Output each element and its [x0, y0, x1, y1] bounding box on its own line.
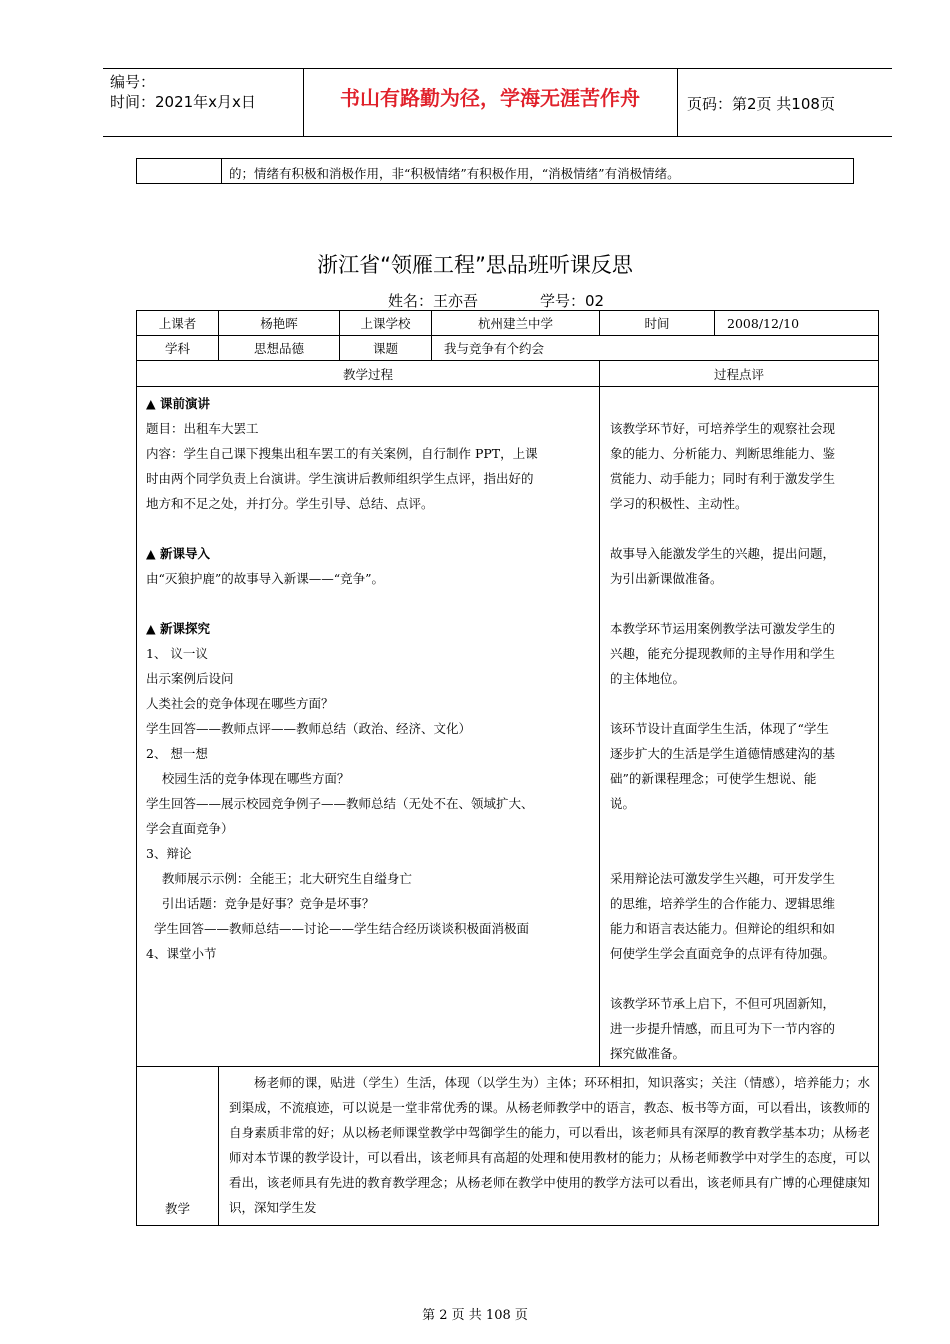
comment-line: 采用辩论法可激发学生兴趣，可开发学生	[610, 871, 836, 886]
comment-header: 过程点评	[600, 361, 879, 387]
comment-line: 说。	[610, 796, 636, 811]
process-line: 4、课堂小节	[146, 946, 217, 961]
topic-label: 课题	[340, 336, 432, 361]
comment-line: 探究做准备。	[610, 1046, 686, 1061]
process-line: 题目：出租车大罢工	[146, 421, 259, 436]
author-row	[388, 290, 604, 311]
process-line: 地方和不足之处，并打分。学生引导、总结、点评。	[146, 496, 434, 511]
reflection-paragraph: 杨老师的课，贴进（学生）生活，体现（以学生为）主体；环环相扣，知识落实；关注（情感），培养能力；水到渠成，不流痕迹，可以说是一堂非常优秀的课。从杨老师教学中的语言，教态、板书等方面，可以看出，该教师的自身素质非常的好；从以杨老师课堂教学中驾御学生的能力，可以看出，该老师具有深厚的教育教学基本功；从杨老师对本节课的教学设计，可以看出，该老师具有高超的处理和使用教材的能力；从杨老师教学中对学生的态度，可以看出，该老师具有先进的教育教学理念；从杨老师在教学中使用的教学方法可以看出，该老师具有广博的心理健康知识，深知学生发	[229, 1075, 871, 1215]
comment-cell	[600, 387, 879, 1067]
comment-line: 进一步提升情感，而且可为下一节内容的	[610, 1021, 836, 1036]
info-row	[137, 336, 879, 361]
header-bottom-rule	[103, 136, 892, 137]
process-line: 校园生活的竞争体现在哪些方面？	[146, 771, 350, 786]
header-divider	[677, 68, 678, 136]
process-line: 教师展示示例：全能王；北大研究生自缢身亡	[146, 871, 412, 886]
section-title: ▲ 课前演讲	[146, 396, 210, 411]
reflection-label-text: 教学	[164, 1201, 190, 1216]
process-line: 出示案例后设问	[146, 671, 234, 686]
comment-line: 故事导入能激发学生的兴趣，提出问题，	[610, 546, 836, 561]
header-meta	[110, 72, 256, 112]
time-value: 2008/12/10	[715, 311, 879, 336]
process-line: 由“灭狼护鹿”的故事导入新课——“竞争”。	[146, 571, 385, 586]
student-number: 学号：02	[540, 292, 605, 310]
comment-line: 本教学环节运用案例教学法可激发学生的	[610, 621, 836, 636]
comment-line: 逐步扩大的生活是学生道德情感建沟的基	[610, 746, 836, 761]
process-line: 学会直面竞争）	[146, 821, 234, 836]
process-row	[137, 387, 879, 1067]
comment-line: 能力和语言表达能力。但辩论的组织和如	[610, 921, 836, 936]
column-header-row	[137, 361, 879, 387]
process-line: 引出话题：竞争是好事？竞争是坏事？	[146, 896, 375, 911]
author-name: 姓名：王亦吾	[388, 292, 479, 310]
teacher-label: 上课者	[137, 311, 219, 336]
process-line: 1、 议一议	[146, 646, 208, 661]
page-footer: 第 2 页 共 108 页	[422, 1308, 528, 1323]
section-title: ▲ 新课导入	[146, 546, 210, 561]
continuation-label-cell	[137, 159, 222, 183]
process-line: 2、 想一想	[146, 746, 208, 761]
section-title: ▲ 新课探究	[146, 621, 210, 636]
process-line: 3、辩论	[146, 846, 192, 861]
process-line: 时由两个同学负责上台演讲。学生演讲后教师组织学生点评，指出好的	[146, 471, 534, 486]
comment-line: 础”的新课程理念；可使学生想说、能	[610, 771, 817, 786]
reflection-row	[137, 1067, 879, 1226]
comment-line: 何使学生学会直面竞争的点评有待加强。	[610, 946, 836, 961]
header-divider	[303, 68, 304, 136]
subject-value: 思想品德	[219, 336, 340, 361]
topic-value: 我与竞争有个约会	[432, 336, 879, 361]
comment-line: 该教学环节承上启下，不但可巩固新知，	[610, 996, 836, 1011]
page-info: 页码：第2页 共108页	[687, 95, 835, 113]
process-line: 学生回答——教师总结——讨论——学生结合经历谈谈积极面消极面	[146, 921, 529, 936]
comment-line: 象的能力、分析能力、判断思维能力、鉴	[610, 446, 836, 461]
continuation-text: 的；情绪有积极和消极作用，非“积极情绪”有积极作用，“消极情绪”有消极情绪。	[229, 166, 680, 181]
page-title: 浙江省“领雁工程”思品班听课反思	[317, 253, 633, 277]
comment-line: 为引出新课做准备。	[610, 571, 723, 586]
reflection-text	[219, 1067, 879, 1226]
motto: 书山有路勤为径，学海无涯苦作舟	[340, 86, 640, 110]
time-label: 时间：2021年x月x日	[110, 93, 256, 111]
comment-line: 的主体地位。	[610, 671, 686, 686]
comment-line: 学习的积极性、主动性。	[610, 496, 748, 511]
process-line: 人类社会的竞争体现在哪些方面？	[146, 696, 334, 711]
subject-label: 学科	[137, 336, 219, 361]
school-value: 杭州建兰中学	[432, 311, 600, 336]
process-line: 学生回答——教师点评——教师总结（政治、经济、文化）	[146, 721, 472, 736]
comment-line: 该环节设计直面学生生活，体现了“学生	[610, 721, 829, 736]
time-label-cell: 时间	[600, 311, 715, 336]
process-header: 教学过程	[137, 361, 600, 387]
teacher-value: 杨艳晖	[219, 311, 340, 336]
comment-line: 的思维，培养学生的合作能力、逻辑思维	[610, 896, 836, 911]
school-label: 上课学校	[340, 311, 432, 336]
reflection-label	[137, 1067, 219, 1226]
number-label: 编号：	[110, 73, 156, 91]
comment-line: 赏能力、动手能力；同时有利于激发学生	[610, 471, 836, 486]
process-cell	[137, 387, 600, 1067]
info-row	[137, 311, 879, 336]
continuation-table	[136, 158, 854, 184]
comment-line: 兴趣，能充分提现教师的主导作用和学生	[610, 646, 836, 661]
comment-line: 该教学环节好，可培养学生的观察社会现	[610, 421, 836, 436]
process-line: 学生回答——展示校园竞争例子——教师总结（无处不在、领域扩大、	[146, 796, 534, 811]
lesson-table	[136, 310, 879, 1226]
header-top-rule	[103, 68, 892, 69]
process-line: 内容：学生自己课下搜集出租车罢工的有关案例，自行制作 PPT，上课	[146, 446, 538, 461]
